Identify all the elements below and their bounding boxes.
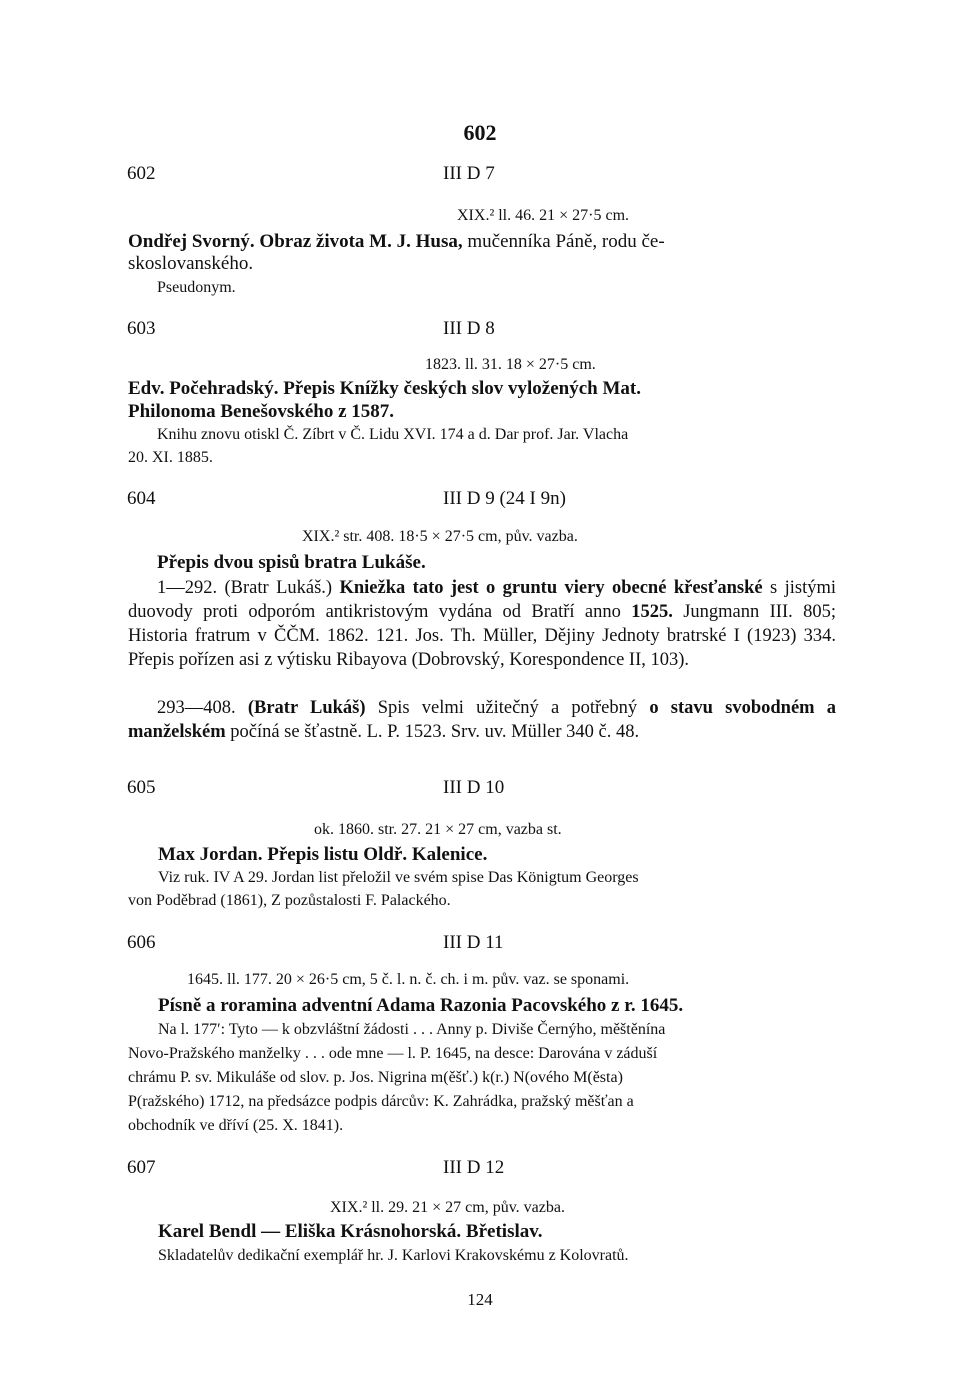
entry-title: Karel Bendl — Eliška Krásnohorská. Břetislav. — [158, 1221, 543, 1242]
entry-title: Max Jordan. Přepis listu Oldř. Kalenice. — [158, 844, 488, 865]
work-title: o stavu svobodném a manželském — [128, 698, 837, 742]
text-run: Spis velmi užitečný a potřebný — [365, 698, 650, 718]
shelf-signature: III D 10 — [443, 777, 505, 798]
physical-description: ok. 1860. str. 27. 21 × 27 cm, vazba st. — [314, 821, 562, 838]
shelf-signature: III D 12 — [443, 1157, 505, 1178]
entry-title — [128, 231, 665, 253]
range-label: 1—292. (Bratr Lukáš.) — [157, 578, 340, 598]
physical-description: XIX.² ll. 46. 21 × 27·5 cm. — [457, 207, 630, 224]
shelf-signature: III D 11 — [443, 932, 504, 953]
entry-note: Skladatelův dedikační exemplář hr. J. Karlovi Krakovskému z Kolovratů. — [158, 1247, 629, 1264]
entry-number: 605 — [127, 777, 156, 798]
physical-description: XIX.² ll. 29. 21 × 27 cm, pův. vazba. — [330, 1199, 565, 1216]
entry-number: 603 — [127, 318, 156, 339]
entry-title: Přepis dvou spisů bratra Lukáše. — [157, 552, 426, 573]
entry-title-cont: skoslovanského. — [128, 253, 254, 274]
range-label: 293—408. — [157, 698, 248, 718]
entry-title: Edv. Počehradský. Přepis Knížky českých slov vyložených Mat. — [128, 378, 641, 399]
text-run: Jungmann III. 805; Historia fratrum v ČČM. 1862. 121. Jos. Th. Müller, Dějiny Jednoty bratrské I (1923) 334. Přepis pořízen asi z výtisku Ribayova (Dobrovský, Korespondence II, 103). — [128, 602, 836, 670]
entry-paragraph-1 — [128, 576, 836, 672]
shelf-signature: III D 8 — [443, 318, 495, 339]
text-run: s jistými duovody proti odporóm antikristovým vydána od Bratří anno — [128, 578, 837, 622]
entry-note: Knihu znovu otiskl Č. Zíbrt v Č. Lidu XVI. 174 a d. Dar prof. Jar. Vlacha — [157, 426, 629, 443]
entry-title-cont: Philonoma Benešovského z 1587. — [128, 401, 395, 422]
entry-number: 602 — [127, 163, 156, 184]
entry-note-cont: obchodník ve dříví (25. X. 1841). — [128, 1117, 344, 1134]
entry-number: 604 — [127, 488, 156, 509]
text-run: počíná se šťastně. L. P. 1523. Srv. uv. Müller 340 č. 48. — [225, 722, 640, 742]
entry-note-cont: 20. XI. 1885. — [128, 449, 213, 466]
shelf-signature: III D 7 — [443, 163, 495, 184]
entry-note-cont: P(ražského) 1712, na předsázce podpis dárcův: K. Zahrádka, pražský měšťan a — [128, 1093, 634, 1110]
page-header-number: 602 — [463, 120, 497, 145]
entry-note-cont: von Poděbrad (1861), Z pozůstalosti F. Palackého. — [128, 892, 451, 909]
entry-note-cont: chrámu P. sv. Mikuláše od slov. p. Jos. Nigrina m(ěšť.) k(r.) N(ového M(ěsta) — [128, 1069, 623, 1086]
title-rest: mučenníka Páně, rodu če- — [462, 231, 665, 252]
entry-note: Na l. 177′: Tyto — k obzvláštní žádosti . . . Anny p. Diviše Černýho, měštěnína — [158, 1021, 666, 1038]
physical-description: XIX.² str. 408. 18·5 × 27·5 cm, pův. vazba. — [302, 528, 578, 545]
entry-number: 606 — [127, 932, 156, 953]
entry-number: 607 — [127, 1157, 156, 1178]
author: (Bratr Lukáš) — [247, 698, 366, 718]
entry-note: Pseudonym. — [157, 279, 236, 296]
shelf-signature: III D 9 (24 I 9n) — [443, 488, 566, 509]
work-title: Kniežka tato jest o gruntu viery obecné křesťanské — [339, 578, 763, 598]
entry-title: Písně a roramina adventní Adama Razonia Pacovského z r. 1645. — [158, 995, 684, 1016]
entry-paragraph-2 — [128, 696, 836, 744]
entry-note: Viz ruk. IV A 29. Jordan list přeložil ve svém spise Das Königtum Georges — [158, 869, 639, 886]
physical-description: 1823. ll. 31. 18 × 27·5 cm. — [425, 356, 596, 373]
year: 1525. — [631, 602, 673, 622]
title-bold: Ondřej Svorný. Obraz života M. J. Husa, — [128, 231, 463, 252]
entry-note-cont: Novo-Pražského manželky . . . ode mne — l. P. 1645, na desce: Darována v záduší — [128, 1045, 658, 1062]
footer-page-number: 124 — [467, 1290, 493, 1309]
physical-description: 1645. ll. 177. 20 × 26·5 cm, 5 č. l. n. č. ch. i m. pův. vaz. se sponami. — [187, 971, 630, 988]
